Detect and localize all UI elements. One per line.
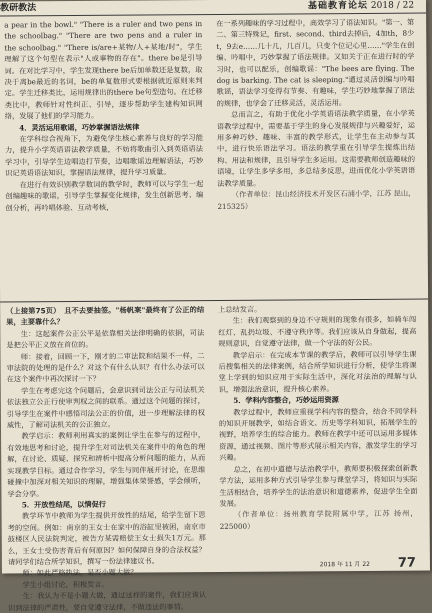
- paragraph: 师：如此严格执法，是否小题大做？: [22, 567, 138, 578]
- paragraph: 在一系列趣味的学习过程中，高效学习了语法知识。"第一、第二、第三特殊记，first、second、third去掉后，4加th，8少t，9去e……几十几，几百几，只变个位记心里……"学生在创编、吟唱中，巧妙掌握了语法规律。又如关于正在进行时的学习时，也可以配乐，创编歌谣："The bees are flying. The dog is barking. The cat is sleeping."通过灵活创编与吟唱歌谣，语法学习变得有节奏、有趣味，学生巧妙地掌握了语法的规律，也学会了迁移灵活，灵活运用。: [216, 17, 415, 108]
- paragraph: 在学科综合视角下，为避免学生核心素养与良好的学习能力，提升小学英语语法教学质量，不妨将歌曲引入到英语语法学习中，引导学生边唱边打节奏，边唱歌谣边理解语法，巧妙识记英语语法知识，掌握语法规律，提升学习质量。: [5, 133, 204, 178]
- paragraph: 上总结发言。: [218, 304, 262, 314]
- publication-info: [308, 0, 414, 13]
- section-divider: [0, 299, 428, 303]
- top-left-column: [4, 18, 203, 213]
- subsection-heading: 5．学科内容整合，巧妙运用资源: [233, 395, 339, 406]
- issue-number: 2018 / 22: [370, 0, 415, 11]
- publication-name: 基础教育论坛: [307, 0, 369, 12]
- bottom-right-column: [218, 303, 418, 533]
- author-affiliation: （作者单位：昆山经济技术开发区石浦小学，江苏 昆山，215325）: [217, 188, 416, 211]
- continuation-intro: （上接第75页） 且不去要抽签。"杨帆案"最终有了公正的结果，主要靠什么？: [6, 305, 205, 327]
- paragraph: 教学启示：在完成本节课的教学后，教师可以引导学生课后搜集相关的法律案例，结合所学知识进行分析，使学生将课堂上学到的知识应用于实际生活中，深化对法治的理解与认识，增强法治意识，提升核心素养。: [218, 349, 417, 394]
- top-right-column: [216, 17, 415, 212]
- paragraph: 生：这起案件公正公平是依靠相关法律明确的依据，司法是把公平正义放在首位的。: [6, 327, 205, 350]
- subsection-heading: 4．灵活运用歌谣，巧妙掌握语法规律: [19, 122, 140, 133]
- paragraph: 生：我们观察到的身边不守规则的现象有很多，如骑车闯红灯、乱扔垃圾、不遵守秩序等。我们应该从自身做起，提高规则意识，自觉遵守法律，做一个守法的好公民。: [218, 314, 417, 349]
- page-footer: [2, 555, 430, 573]
- paragraph: a pear in the bowl." "There is a ruler and two pens in the schoolbag." "There are two pens and a ruler in the schoolbag." "There is/are+某物/人+某地/时"，学生理解了这个句型在表示"人或事物的存在"。there be是引导词。在对比学习中，学生发现there be后加单数还是复数，取决于离be最近的名词，be的单复数形式要根据就近原则来判定。学生迁移类比，运用规律出的there be句型造句。在迁移类比中，教师针对性纠正、引导，逐步帮助学生建构知识网络，发展了他们的学习能力。: [4, 19, 203, 121]
- paragraph: 总而言之，有助于优化小学英语语法教学质量，在小学英语教学过程中，需要基于学生的身心发展规律与兴趣爱好，运用多种巧妙、趣味、丰富的教学形式，让学生在主动参与其中，进行快乐语法学习。语法的教学重在引导学生提炼出结构、用法和规律，且引导学生多运用。这需要教师创造趣味的语境，让学生多学多用，多总结多反思，进而优化小学英语语法教学质量。: [216, 108, 416, 188]
- paragraph: 生：我认为不是小题大做，通过这样的案件，我们应该认识到法律的严肃性，要自觉遵守法律，不做违法的事情。: [8, 590, 207, 613]
- page-header: [0, 0, 426, 17]
- footer-date: 2018 年 11 月 22: [319, 560, 370, 569]
- paragraph: 教学过程中，教师应重视学科内容的整合，结合不同学科的知识开展教学，如结合语文、历史等学科知识，拓展学生的视野，培养学生的综合能力。教师在教学中还可以运用多媒体资源，通过视频、图片等形式展示相关内容，激发学生的学习兴趣。: [218, 406, 418, 463]
- paragraph: 学生小组讨论，积极发言。: [22, 579, 109, 590]
- paragraph: 在进行有效识别教学数词的教学时，教师可以与学生一起创编趣味的歌谣，引导学生掌握变化规律，发生创新思考、编创分析，再吟唱体验、互动考核，: [5, 178, 204, 212]
- paragraph: 学生在考虑完这个问题后，会意识到司法公正与司法机关依法独立公正行使审判权之间的联系。通过这个问题的探讨，引导学生在案件中感悟司法公正的价值，进一步理解法律的权威性，了解司法机关的公正独立。: [6, 384, 205, 430]
- page-number: 77: [397, 555, 416, 571]
- paragraph: 教学启示：教师利用真实的案例让学生在参与的过程中，有效地思考和讨论，提升学生对司法机关在案件中的角色的理解，在讨论、质疑、探究和辨析中提高分析问题的能力，从而实现教学目标。通过合作学习，学生与同伴展开讨论，在思维碰撞中加深对相关知识的理解，增强集体荣誉感，学会倾听，学会分享。: [7, 430, 206, 498]
- subsection-heading: 5．开放性结尾，以情促行: [21, 499, 107, 510]
- paragraph: 教学环节中教师为学生提供开放性的结尾，给学生留下思考的空间。例如：南京的王女士在家中的浴缸里被困，南京市鼓楼区人民法院判定，被告方某需赔偿王女士损失1万元。那么，王女士受伤害背后有何原因？如何保障自身的合法权益？请同学们结合所学知识，撰写一份法律建议书。: [7, 510, 206, 567]
- author-affiliation: （作者单位：扬州教育学院附属中学，江苏 扬州，225000）: [219, 508, 418, 531]
- section-title: 教研教法: [0, 3, 37, 14]
- paragraph: 师：接着，回顾一下，刚才的二审法院和结果不一样，二审法院的处理的是什么？对这个有什么认识？有什么办法可以在这个案件中再次探讨一下？: [6, 350, 205, 384]
- paragraph: 总之，在初中道德与法治教学中，教师要积极探索创新教学方法，运用多种方式引导学生参与课堂学习，将知识与实际生活相结合，培养学生的法治意识和道德素养，促进学生全面发展。: [219, 463, 418, 508]
